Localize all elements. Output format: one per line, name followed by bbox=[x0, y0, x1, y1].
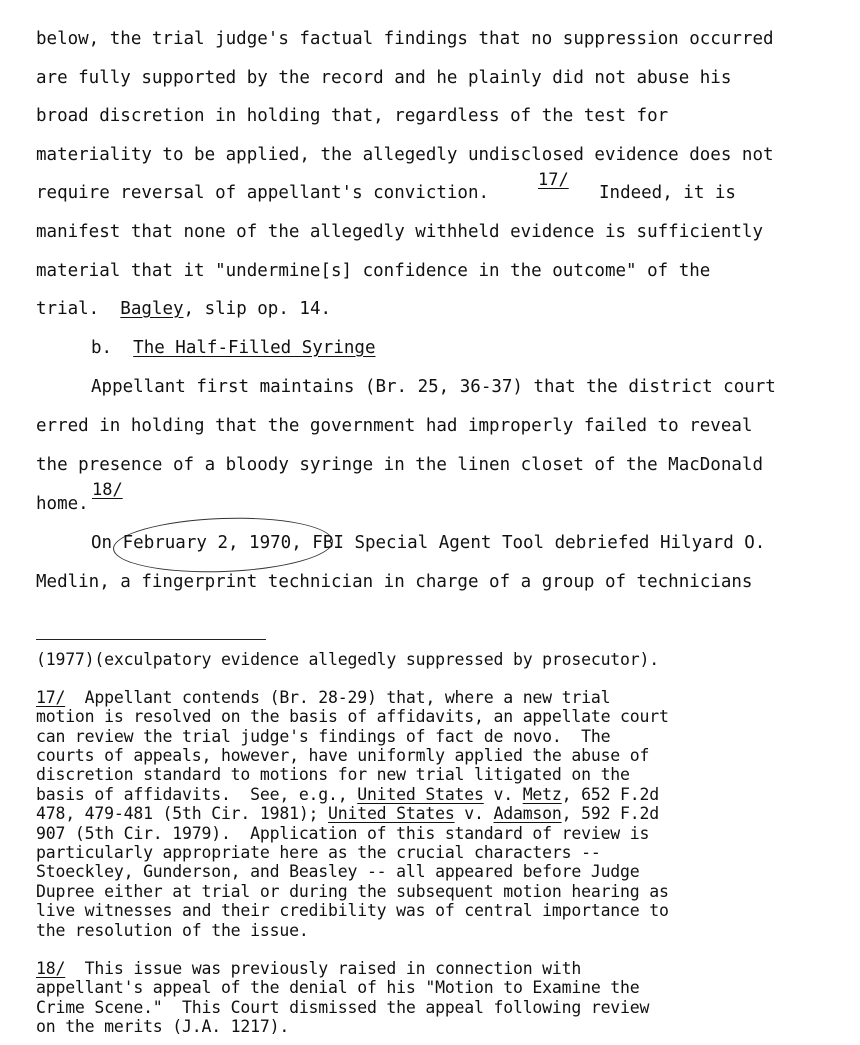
body-line: broad discretion in holding that, regardless of the test for bbox=[36, 106, 669, 126]
footnote-line bbox=[36, 959, 581, 978]
body-text: , slip op. 14. bbox=[183, 299, 332, 319]
body-line: manifest that none of the allegedly withheld evidence is sufficiently bbox=[36, 222, 763, 242]
footnote-line: on the merits (J.A. 1217). bbox=[36, 1017, 290, 1036]
footnote-text: 478, 479-481 (5th Cir. 1981); bbox=[36, 804, 329, 823]
footnote-line: discretion standard to motions for new trial litigated on the bbox=[36, 765, 630, 784]
body-line bbox=[91, 535, 765, 553]
footnote-text: Appellant contends (Br. 28-29) that, where a new trial bbox=[84, 688, 611, 707]
footnote-text: v. bbox=[454, 804, 494, 823]
footnote-line: motion is resolved on the basis of affidavits, an appellate court bbox=[36, 707, 669, 726]
body-line: the presence of a bloody syringe in the linen closet of the MacDonald bbox=[36, 455, 763, 475]
footnote-line: the resolution of the issue. bbox=[36, 921, 309, 940]
footnote-text: , 592 F.2d bbox=[561, 804, 659, 823]
case-citation: Bagley bbox=[120, 299, 184, 319]
footnote-reference-17: 17/ bbox=[538, 170, 569, 190]
footnote-carryover: (1977)(exculpatory evidence allegedly suppressed by prosecutor). bbox=[36, 650, 659, 669]
heading-letter: b. bbox=[91, 338, 113, 358]
body-line: home. bbox=[36, 494, 89, 514]
case-citation: Metz bbox=[522, 785, 562, 804]
body-line: Indeed, it is bbox=[599, 183, 736, 203]
footnote-line: Dupree either at trial or during the subsequent motion hearing as bbox=[36, 882, 669, 901]
circled-date: February 2, 1970, bbox=[122, 533, 302, 553]
body-line: are fully supported by the record and he plainly did not abuse his bbox=[36, 68, 732, 88]
footnote-marker: 17/ bbox=[36, 688, 66, 707]
body-text: On bbox=[91, 533, 113, 553]
case-citation: Adamson bbox=[493, 804, 562, 823]
case-citation: United States bbox=[357, 785, 484, 804]
body-text: FBI Special Agent Tool debriefed Hilyard O. bbox=[312, 533, 766, 553]
body-text: trial. bbox=[36, 299, 100, 319]
body-line: below, the trial judge's factual findings that no suppression occurred bbox=[36, 29, 774, 49]
footnote-line bbox=[36, 688, 610, 707]
body-line: erred in holding that the government had improperly failed to reveal bbox=[36, 416, 753, 436]
footnote-line: courts of appeals, however, have uniformly applied the abuse of bbox=[36, 746, 650, 765]
body-line: material that it "undermine[s] confidence in the outcome" of the bbox=[36, 261, 711, 281]
body-line bbox=[36, 301, 331, 319]
footnote-line: Crime Scene." This Court dismissed the appeal following review bbox=[36, 998, 650, 1017]
footnote-line: particularly appropriate here as the crucial characters -- bbox=[36, 843, 601, 862]
footnote-text: v. bbox=[483, 785, 523, 804]
footnote-text: This issue was previously raised in connection with bbox=[84, 959, 582, 978]
body-line: Medlin, a fingerprint technician in charge of a group of technicians bbox=[36, 572, 753, 592]
footnote-text: basis of affidavits. See, e.g., bbox=[36, 785, 358, 804]
body-line: materiality to be applied, the allegedly undisclosed evidence does not bbox=[36, 145, 774, 165]
footnote-line: appellant's appeal of the denial of his "Motion to Examine the bbox=[36, 978, 640, 997]
body-line: require reversal of appellant's conviction. bbox=[36, 183, 490, 203]
footnote-line bbox=[36, 785, 659, 804]
heading-title: The Half-Filled Syringe bbox=[133, 338, 376, 358]
footnote-marker: 18/ bbox=[36, 959, 66, 978]
footnote-line bbox=[36, 804, 659, 823]
footnote-line: Stoeckley, Gunderson, and Beasley -- all appeared before Judge bbox=[36, 862, 640, 881]
footnote-separator bbox=[36, 639, 266, 640]
footnote-reference-18: 18/ bbox=[92, 480, 123, 500]
footnote-line: live witnesses and their credibility was of central importance to bbox=[36, 901, 669, 920]
section-heading bbox=[91, 340, 375, 358]
case-citation: United States bbox=[328, 804, 455, 823]
body-line: Appellant first maintains (Br. 25, 36-37) that the district court bbox=[91, 377, 776, 397]
footnote-text: , 652 F.2d bbox=[561, 785, 659, 804]
footnote-line: can review the trial judge's findings of fact de novo. The bbox=[36, 727, 611, 746]
footnote-line: 907 (5th Cir. 1979). Application of this standard of review is bbox=[36, 824, 650, 843]
